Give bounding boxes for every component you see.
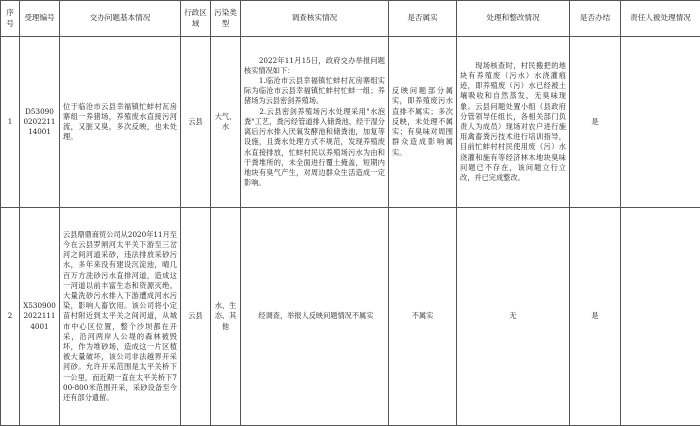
header-closed: 是否办结 [570, 1, 621, 37]
cell-is-true: 反映问题部分属实，即养殖废污水直排不属实；多次反映，未处理不属实；有臭味对周围群众造成影响属实。 [389, 37, 457, 208]
cell-seq: 2 [1, 208, 20, 426]
header-region: 行政区域 [181, 1, 211, 37]
cell-code: D53090020221114001 [20, 37, 60, 208]
header-handling: 处理和整改情况 [457, 1, 570, 37]
cell-code: X53090020221114001 [20, 208, 60, 426]
header-issue: 交办问题基本情况 [60, 1, 181, 37]
cell-pollution: 水、生态、其他 [211, 208, 241, 426]
cell-seq: 1 [1, 37, 20, 208]
cell-investigation: 经调查，举报人反映问题情况不属实 [241, 208, 389, 426]
header-seq: 序号 [1, 1, 20, 37]
cell-handling: 无 [457, 208, 570, 426]
table-row [1, 208, 700, 426]
cell-accountability [621, 208, 700, 426]
header-accountability: 责任人被处理情况 [621, 1, 700, 37]
cell-closed: 是 [570, 37, 621, 208]
header-is-true: 是否属实 [389, 1, 457, 37]
cell-investigation: 2022年11月15日，政府交办举报问题核实情况如下： 1.临沧市云县幸福镇忙蚌村瓦房寨组实际为临沧市云县幸福镇忙蚌村忙蚌一组；养猪场为云县密剑养殖场。 2.云县密剑养殖场污水处理采用"水泡粪"工艺，粪污经管道排入储粪池，经干湿分离后污水排入厌氧发酵池和储粪池，加复等设施，且粪水处理方式不规范，发现养殖废水直接排放，忙蚌村民以养殖场污水为由和干粪堆所的，未全面进行覆土掩盖，短期内地块有臭气产生，对周边群众生活造成一定影响。 [241, 37, 389, 208]
cell-region: 云县 [181, 37, 211, 208]
cell-region: 云县 [181, 208, 211, 426]
cell-handling: 现场核查时，村民搬把的地块有养殖废（污水）水浇灌痕迹，即养殖废（污）水已经被土壤吸收和自然蒸发，无臭味现象。云县问题处置小组（县政府分管领导任组长，各相关部门负责人为成员）现场对农户进行施用禽畜粪污技术进行培训指导，目前忙蚌村村民使用废（污）水浇灌和施有等经济林木地块臭味问题已不存在，该问题立行立改，并已完成整改。 [457, 37, 570, 208]
header-code: 受理编号 [20, 1, 60, 37]
cell-is-true: 不属实 [389, 208, 457, 426]
header-pollution: 污染类型 [211, 1, 241, 37]
table-row [1, 37, 700, 208]
cell-issue: 位于临沧市云县幸福镇忙蚌村瓦房寨组一养猪场，养殖废水直接污河流，又脏又臭，多次反映，也未处理。 [60, 37, 181, 208]
header-row [1, 1, 700, 37]
cell-pollution: 大气、水 [211, 37, 241, 208]
cell-accountability [621, 37, 700, 208]
header-investigation: 调查核实情况 [241, 1, 389, 37]
cell-issue: 云县鼎鼎商贸公司从2020年11月至今在云县罗闸河太平关下游至三岔河之间河道采砂，违法排放采砂污水，多年来没有建设沉淀池，晴几百万方洗砂污水直排河道，造成这一河道以前丰富生态和资源灭绝。大量洗砂污水排入下游遭成河水污染，影响人畜饮用。该公司将小定苗村附近到太平关之间河道，从城市中心区位置，整个沙坝都在开采，沿河两岸人公堤的森林被毁坏，作为堆砂场，造成这一片区植被大量破坏，该公司非法越界开采河砂。允许开采范围是太平关桥下一公里，而近期一直在太平关桥下700-800米范围开采，采砂设备至今还有部分遗留。 [60, 208, 181, 426]
cell-closed: 是 [570, 208, 621, 426]
